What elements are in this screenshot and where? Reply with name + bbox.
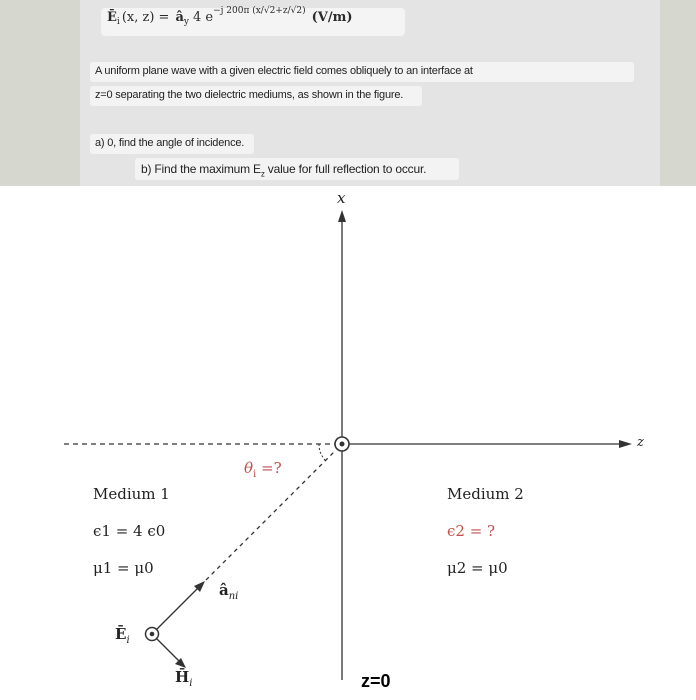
medium-1-title: Medium 1 <box>93 485 170 503</box>
problem-part-a: a) 0, find the angle of incidence. <box>95 137 245 149</box>
z-axis-arrow <box>619 440 632 448</box>
medium-1-permittivity: ϵ1 = 4 ϵ0 <box>93 522 166 540</box>
z-axis-label: z <box>637 435 644 450</box>
eq-exponent: −j 200π (x/√2+z/√2) <box>213 6 306 16</box>
eq-units: (V/m) <box>311 10 353 25</box>
incidence-unit-vector-label: $â_{ni}$ <box>219 581 239 602</box>
e-field-label: $Ē_i$ <box>115 625 130 646</box>
interface-label: z=0 <box>361 671 391 691</box>
incidence-angle-arc <box>319 444 326 461</box>
x-axis-label: x <box>337 189 346 207</box>
medium-2-title: Medium 2 <box>447 485 524 503</box>
problem-part-b: b) Find the maximum $E_z$ value for full reflection to occur. <box>141 162 427 179</box>
medium-2-permittivity: ϵ2 = ? <box>447 522 496 540</box>
eq-lhs-args: (x, z) = <box>121 10 170 25</box>
medium-2-permeability: μ2 = μ0 <box>447 559 508 577</box>
eq-unit-sub: y <box>183 17 189 27</box>
h-field-vector <box>156 638 181 663</box>
propagation-vector <box>156 586 200 630</box>
problem-line-1: A uniform plane wave with a given electric field comes obliquely to an interface at <box>95 65 473 77</box>
incidence-angle-label: $\theta_i$ =? <box>244 459 282 480</box>
eq-lhs-sub: i <box>116 17 120 27</box>
x-axis-arrow <box>338 210 346 222</box>
medium-1-permeability: μ1 = μ0 <box>93 559 154 577</box>
eq-amplitude: 4 e <box>192 10 214 25</box>
h-field-label: $H̄_i$ <box>175 668 193 689</box>
problem-line-2: z=0 separating the two dielectric mediums, as shown in the figure. <box>95 89 404 101</box>
eq-unit-vector: â <box>175 10 184 25</box>
eq-lhs: Ē <box>107 10 117 25</box>
